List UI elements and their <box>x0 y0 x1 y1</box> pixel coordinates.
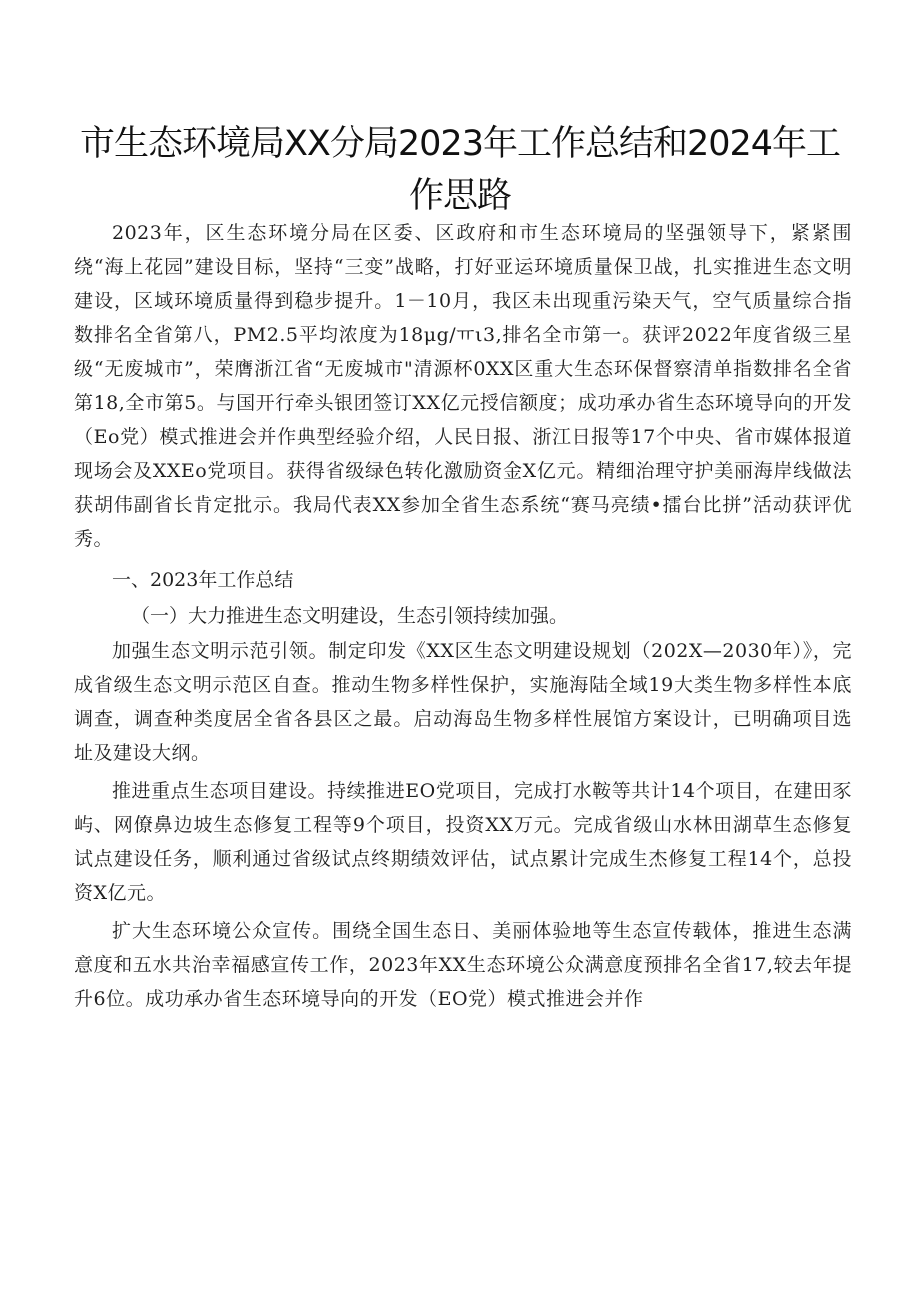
section-heading: 一、2023年工作总结 <box>112 569 294 591</box>
document-title: 市生态环境局XX分局2023年工作总结和2024年工作思路 <box>79 124 841 216</box>
body-paragraph: 扩大生态环境公众宣传。围绕全国生态日、美丽体验地等生态宣传载体，推进生态满意度和五水共治幸福感宣传工作，2023年XX生态环境公众满意度预排名全省17,较去年提升6位。成功承办省生态环境导向的开发（EO党）模式推进会并作 <box>74 920 852 1010</box>
body-paragraph: 推进重点生态项目建设。持续推进EO党项目，完成打水鞍等共计14个项目，在建田豕屿、网僚鼻边坡生态修复工程等9个项目，投资XX万元。完成省级山水林田湖草生态修复试点建设任务，顺利通过省级试点终期绩效评估，试点累计完成生杰修复工程14个，总投资X亿元。 <box>74 780 852 904</box>
subsection-heading: （一）大力推进生态文明建设，生态引领持续加强。 <box>131 605 569 627</box>
document-body <box>74 216 852 1016</box>
intro-paragraph: 2023年，区生态环境分局在区委、区政府和市生态环境局的坚强领导下，紧紧围绕“海上花园”建设目标，坚持“三变”战略，打好亚运环境质量保卫战，扎实推进生态文明建设，区域环境质量得到稳步提升。1－10月，我区未出现重污染天气，空气质量综合指数排名全省第八，PM2.5平均浓度为18μg/ㅠι3,排名全市第一。获评2022年度省级三星级“无废城市”，荣膺浙江省“无废城市"清源杯0XX区重大生态环保督察清单指数排名全省第18,全市第5。与国开行牵头银团签订XX亿元授信额度；成功承办省生态环境导向的开发（Eo党）模式推进会并作典型经验介绍，人民日报、浙江日报等17个中央、省市媒体报道现场会及XXEo党项目。获得省级绿色转化激励资金X亿元。精细治理守护美丽海岸线做法获胡伟副省长肯定批示。我局代表XX参加全省生态系统“赛马亮绩•擂台比拼”活动获评优秀。 <box>74 222 852 550</box>
body-paragraph: 加强生态文明示范引领。制定印发《XX区生态文明建设规划（202X—2030年）》，完成省级生态文明示范区自查。推动生物多样性保护，实施海陆全域19大类生物多样性本底调查，调查种类度居全省各县区之最。启动海岛生物多样性展馆方案设计，已明确项目选址及建设大纲。 <box>74 640 852 764</box>
